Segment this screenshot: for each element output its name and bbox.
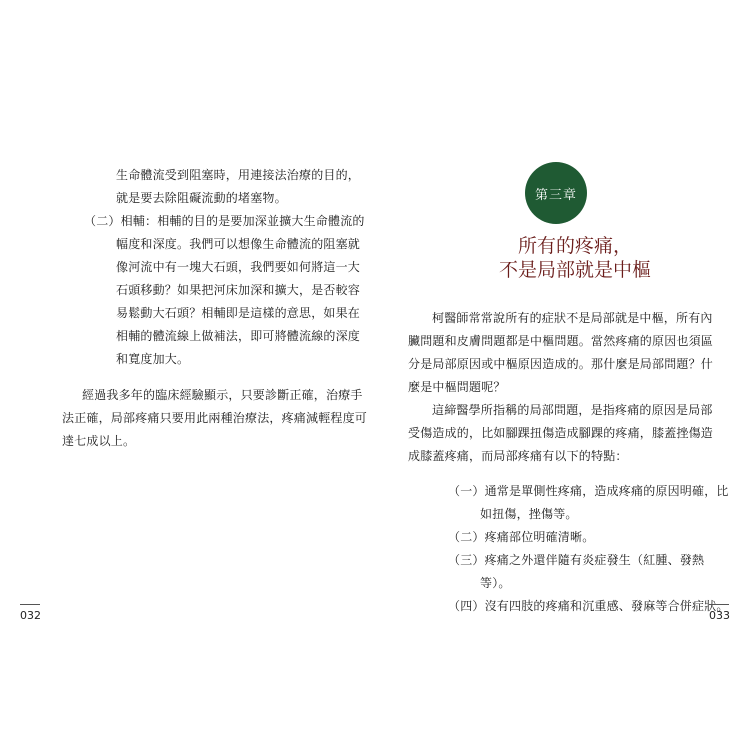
right-text-line: （三）疼痛之外還伴隨有炎症發生（紅腫、發熱 [448, 553, 705, 567]
right-text-line: 這締醫學所指稱的局部問題，是指疼痛的原因是局部 [432, 403, 713, 417]
page-number-right: 033 [709, 609, 730, 622]
left-text-line: 相輔的體流線上做補法，即可將體流線的深度 [116, 329, 361, 343]
right-text-line: 等）。 [480, 576, 511, 590]
right-text-line: 柯醫師常常說所有的症狀不是局部就是中樞，所有內 [432, 311, 713, 325]
left-text-line: （二）相輔：相輔的目的是要加深並擴大生命體流的 [84, 214, 365, 228]
right-page [375, 0, 750, 750]
left-text-line: 幅度和深度。我們可以想像生命體流的阻塞就 [116, 237, 361, 251]
left-text-line: 像河流中有一塊大石頭，我們要如何將這一大 [116, 260, 361, 274]
right-text-line: 成膝蓋疼痛，而局部疼痛有以下的特點： [408, 449, 628, 463]
left-text-line: 易鬆動大石頭？相輔即是這樣的意思，如果在 [116, 306, 361, 320]
right-text-line: （二）疼痛部位明確清晰。 [448, 530, 595, 544]
folio-rule [709, 604, 729, 605]
left-text-line: 生命體流受到阻塞時，用連接法治療的目的， [116, 168, 361, 182]
right-text-line: 如扭傷，挫傷等。 [480, 507, 578, 521]
folio-rule [20, 604, 40, 605]
left-text-line: 石頭移動？如果把河床加深和擴大，是否較容 [116, 283, 361, 297]
right-text-line: （四）沒有四肢的疼痛和沉重感、發麻等合併症狀。 [448, 599, 729, 613]
page-number-left: 032 [20, 609, 41, 622]
right-text-line: 分是局部原因或中樞原因造成的。那什麼是局部問題？什 [408, 357, 714, 371]
right-text-line: （一）通常是單側性疼痛，造成疼痛的原因明確，比 [448, 484, 729, 498]
chapter-badge [525, 162, 587, 224]
left-text-line: 經過我多年的臨床經驗顯示，只要診斷正確，治療手 [82, 388, 363, 402]
chapter-title-line: 所有的疼痛， [517, 235, 632, 257]
right-text-line: 受傷造成的，比如腳踝扭傷造成腳踝的疼痛，膝蓋挫傷造 [408, 426, 714, 440]
left-text-line: 和寬度加大。 [116, 352, 190, 366]
chapter-label: 第三章 [534, 187, 577, 203]
left-text-line: 法正確，局部疼痛只要用此兩種治療法，疼痛減輕程度可 [62, 411, 368, 425]
left-text-line: 達七成以上。 [62, 434, 136, 448]
left-text-line: 就是要去除阻礙流動的堵塞物。 [116, 191, 287, 205]
right-text-line: 麼是中樞問題呢？ [408, 380, 506, 394]
right-text-line: 臟問題和皮膚問題都是中樞問題。當然疼痛的原因也須區 [408, 334, 714, 348]
chapter-title-line: 不是局部就是中樞 [498, 259, 651, 281]
